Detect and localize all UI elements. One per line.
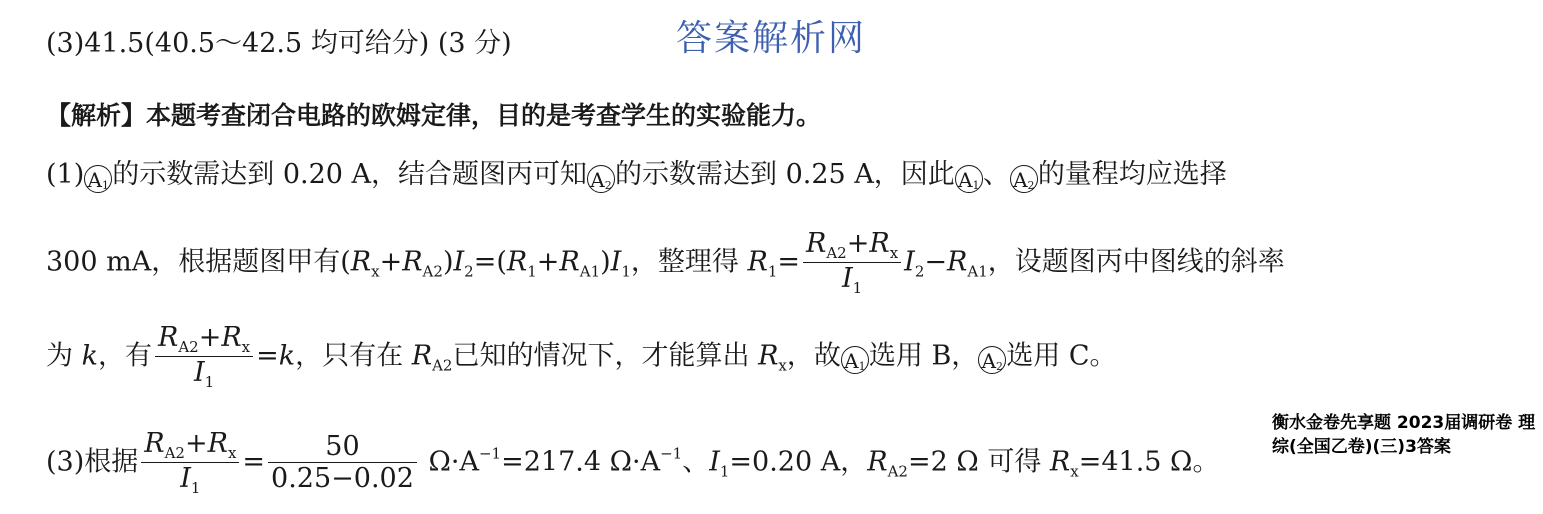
fraction: $\frac{R_{A2}+R_x}{I_1}$ — [141, 428, 239, 498]
ammeter-a2-icon: $A_2$ — [978, 346, 1006, 374]
explanation-line-3: 为 k，有 $\frac{R_{A2}+R_x}{I_1}$ =k，只有在 $R_{A2}$已知的情况下，才能算出 $R_x$，故 $A_1$ 选用 B， $A_2$ 选用 C。 — [46, 322, 1117, 392]
ammeter-a1-icon: $A_1$ — [955, 165, 983, 193]
text-segment: 的示数需达到 0.20 A，结合题图丙可知 — [112, 159, 588, 190]
fraction: $\frac{R_{A2}+R_x}{I_1}$ — [155, 322, 253, 392]
text-segment: 的示数需达到 0.25 A，因此 — [615, 159, 955, 190]
text-segment: (1) — [46, 159, 85, 190]
ammeter-a1-icon: $A_1$ — [841, 346, 869, 374]
answer-line-3: (3)41.5(40.5～42.5 均可给分) (3 分) — [46, 28, 512, 59]
ammeter-a2-icon: $A_2$ — [587, 165, 615, 193]
source-caption: 衡水金卷先享题 2023届调研卷 理综(全国乙卷)(三)3答案 — [1272, 413, 1536, 457]
text-segment: 的量程均应选择 — [1037, 159, 1227, 190]
explanation-line-4: (3)根据 $\frac{R_{A2}+R_x}{I_1}$ = $\frac{50}{0.25-0.02}$ $\Omega\cdot A^{-1}=217.4$ $\Omega\cdot A^{-1}$、$I_1=0.20$ A，$R_{A2}=2$ Ω 可得 $R_x=41.5$ Ω。 — [46, 428, 1220, 498]
explanation-line-2: 300 mA，根据题图甲有$(R_x+R_{A2})I_2=(R_1+R_{A1})I_1$，整理得 $R_1=$ $\frac{R_{A2}+R_x}{I_1}$ $I_2-R_{A1}$，设题图丙中图线的斜率 — [46, 228, 1285, 298]
watermark-logo: 答案解析网 — [676, 18, 867, 59]
ammeter-a1-icon: $A_1$ — [84, 165, 112, 193]
fraction: $\frac{R_{A2}+R_x}{I_1}$ — [803, 228, 901, 298]
ammeter-a2-icon: $A_2$ — [1010, 165, 1038, 193]
text-segment: 、 — [982, 159, 1010, 190]
fraction: $\frac{50}{0.25-0.02}$ — [268, 431, 417, 494]
analysis-heading: 【解析】本题考查闭合电路的欧姆定律，目的是考查学生的实验能力。 — [46, 101, 822, 130]
explanation-line-1 — [46, 161, 1227, 193]
